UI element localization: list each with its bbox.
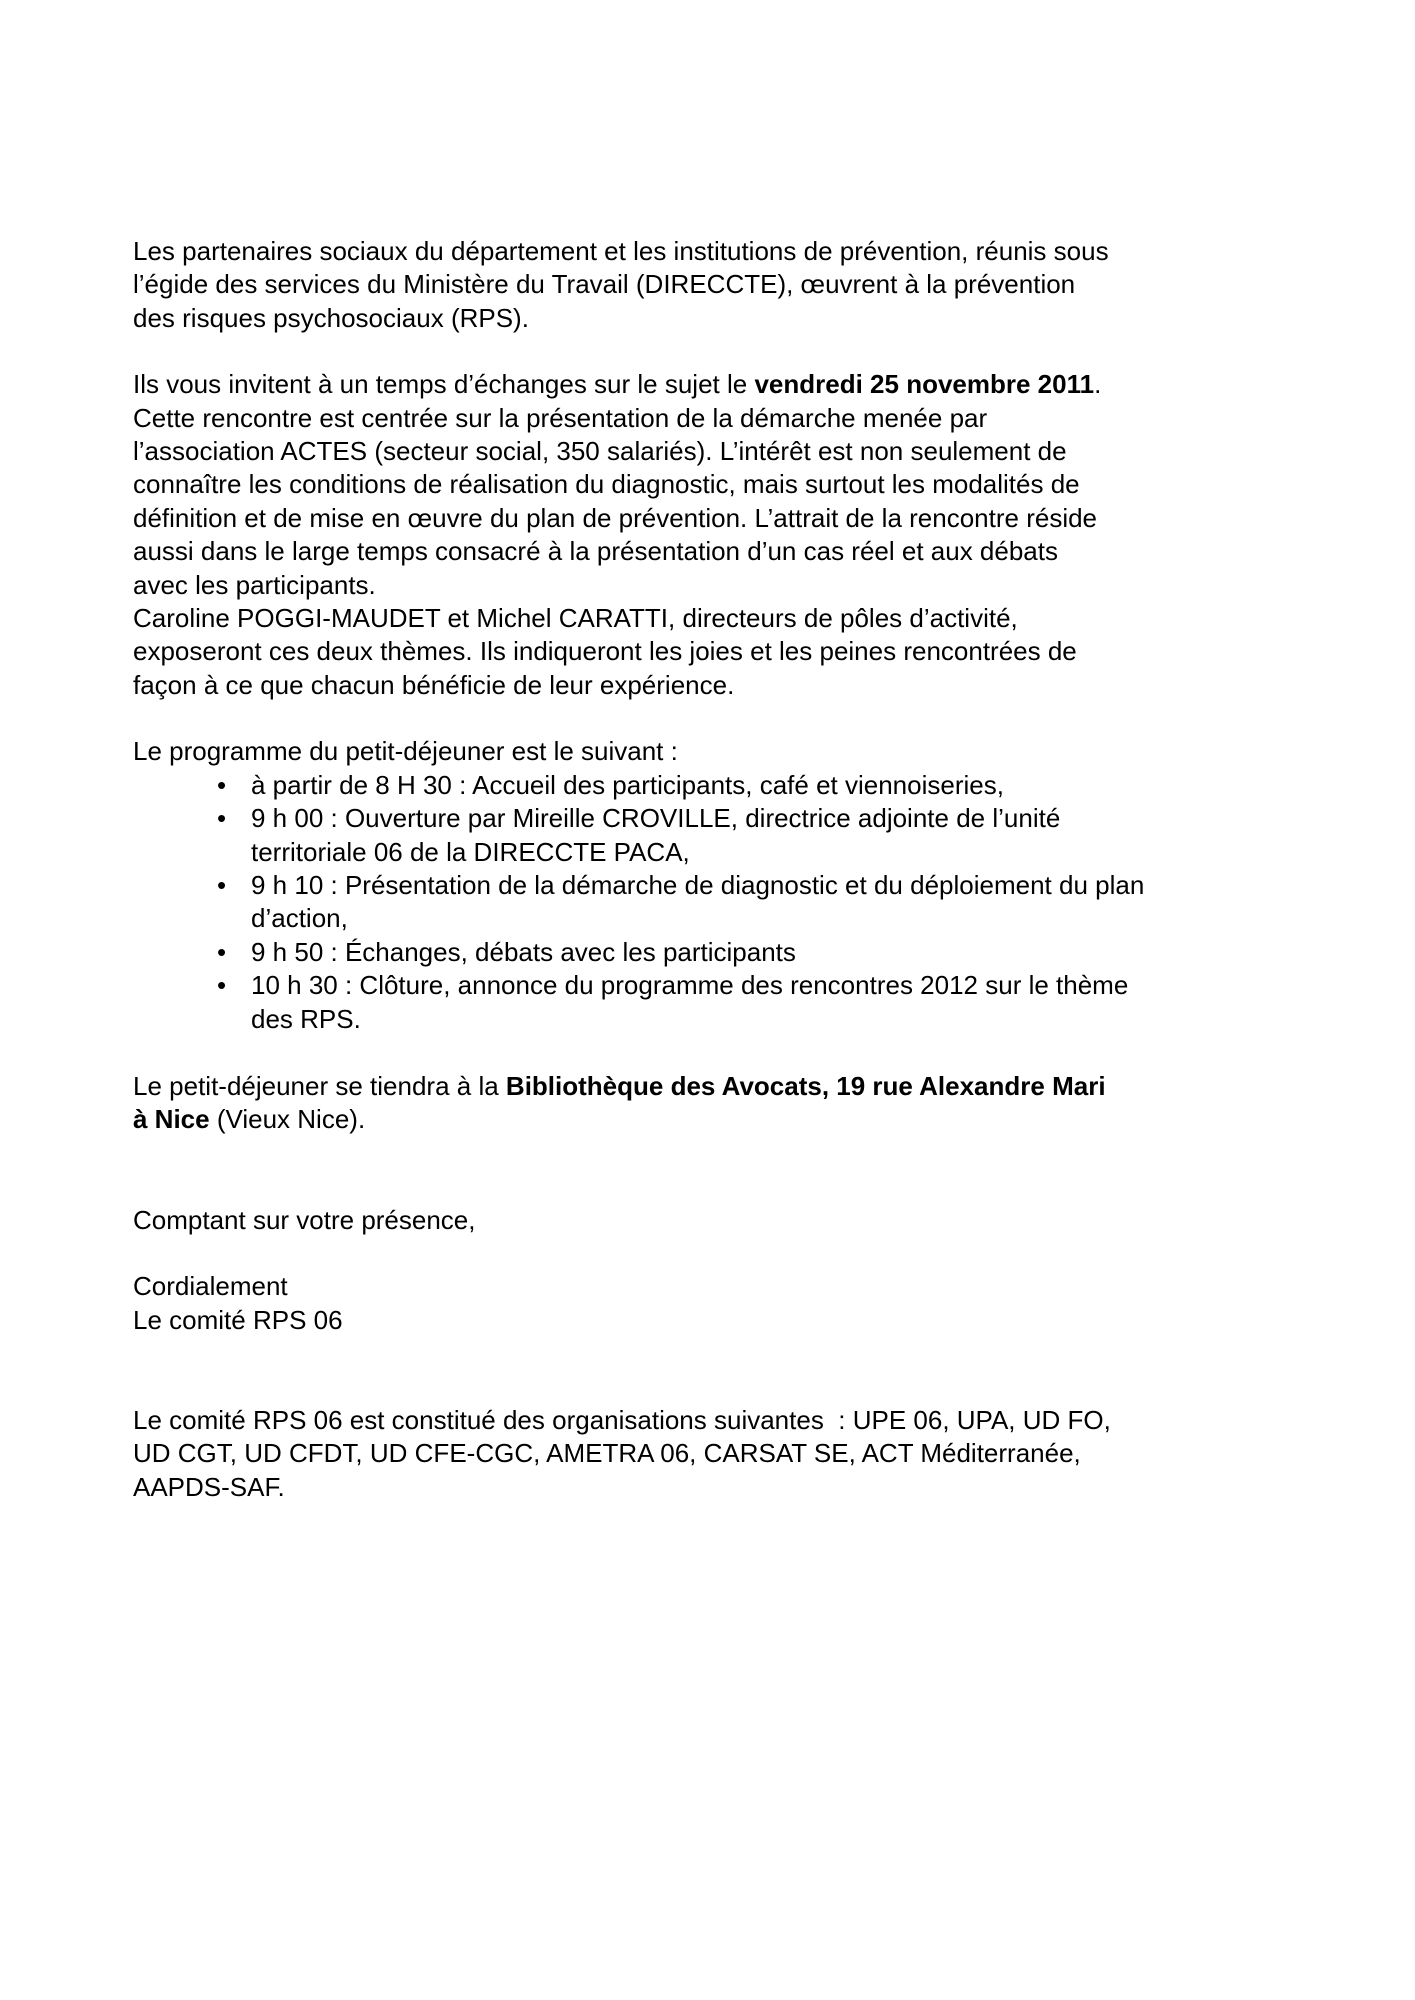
- text-line: Les partenaires sociaux du département et les institutions de prévention, réunis sous: [133, 236, 1109, 266]
- text-line: territoriale 06 de la DIRECCTE PACA,: [251, 836, 690, 867]
- list-item: [133, 802, 1323, 869]
- text-line: 9 h 10 : Présentation de la démarche de diagnostic et du déploiement du plan: [251, 869, 1145, 900]
- text-line: des risques psychosociaux (RPS).: [133, 302, 529, 333]
- text-line: avec les participants.: [133, 569, 376, 600]
- paragraph-venue: [133, 1070, 1323, 1137]
- text-line: AAPDS-SAF.: [133, 1471, 285, 1502]
- invitation-text: .: [1094, 369, 1102, 400]
- paragraph-invitation: [133, 368, 1323, 702]
- list-item: [133, 769, 1323, 802]
- paragraph-committee-members: [133, 1404, 1323, 1504]
- text-line: [133, 368, 1323, 401]
- text-line: 9 h 50 : Échanges, débats avec les participants: [251, 936, 796, 967]
- text-line: [133, 1070, 1323, 1103]
- list-item: [133, 969, 1323, 1036]
- text-line: à partir de 8 H 30 : Accueil des participants, café et viennoiseries,: [251, 769, 1004, 800]
- bullet-icon: •: [217, 769, 227, 800]
- list-item: [133, 869, 1323, 936]
- letter-body: [133, 235, 1323, 1504]
- text-line: l’égide des services du Ministère du Travail (DIRECCTE), œuvrent à la prévention: [133, 269, 1076, 300]
- programme-heading: Le programme du petit-déjeuner est le suivant :: [133, 736, 678, 767]
- text-line: exposeront ces deux thèmes. Ils indiqueront les joies et les peines rencontrées de: [133, 636, 1077, 667]
- paragraph-closing: [133, 1204, 1323, 1237]
- text-line: Caroline POGGI-MAUDET et Michel CARATTI, directeurs de pôles d’activité,: [133, 603, 1018, 634]
- event-date: vendredi 25 novembre 2011: [754, 369, 1095, 400]
- venue-text: Le petit-déjeuner se tiendra à la: [133, 1070, 506, 1101]
- text-line: Le comité RPS 06 est constitué des organisations suivantes : UPE 06, UPA, UD FO,: [133, 1404, 1111, 1435]
- text-line: [133, 1103, 1323, 1136]
- paragraph-programme: [133, 735, 1323, 1036]
- text-line: façon à ce que chacun bénéficie de leur expérience.: [133, 669, 735, 700]
- invitation-text: Ils vous invitent à un temps d’échanges sur le sujet le: [133, 369, 755, 400]
- venue-text: (Vieux Nice).: [209, 1104, 366, 1135]
- signature-committee: Le comité RPS 06: [133, 1304, 343, 1335]
- text-line: connaître les conditions de réalisation du diagnostic, mais surtout les modalités de: [133, 469, 1080, 500]
- bullet-icon: •: [217, 803, 227, 834]
- text-line: des RPS.: [251, 1003, 361, 1034]
- programme-list: [133, 769, 1323, 1036]
- paragraph-intro: [133, 235, 1323, 335]
- venue-name: Bibliothèque des Avocats, 19 rue Alexandre Mari: [505, 1070, 1106, 1101]
- text-line: Cordialement: [133, 1271, 288, 1302]
- text-line: UD CGT, UD CFDT, UD CFE-CGC, AMETRA 06, CARSAT SE, ACT Méditerranée,: [133, 1438, 1081, 1469]
- text-line: 10 h 30 : Clôture, annonce du programme des rencontres 2012 sur le thème: [251, 970, 1129, 1001]
- paragraph-signature: [133, 1270, 1323, 1337]
- text-line: aussi dans le large temps consacré à la présentation d’un cas réel et aux débats: [133, 536, 1058, 567]
- text-line: d’action,: [251, 903, 348, 934]
- text-line: Cette rencontre est centrée sur la présentation de la démarche menée par: [133, 402, 988, 433]
- text-line: définition et de mise en œuvre du plan de prévention. L’attrait de la rencontre réside: [133, 502, 1098, 533]
- bullet-icon: •: [217, 970, 227, 1001]
- venue-city: à Nice: [133, 1104, 210, 1135]
- bullet-icon: •: [217, 936, 227, 967]
- text-line: Comptant sur votre présence,: [133, 1204, 476, 1235]
- list-item: [133, 936, 1323, 969]
- bullet-icon: •: [217, 869, 227, 900]
- text-line: 9 h 00 : Ouverture par Mireille CROVILLE, directrice adjointe de l’unité: [251, 803, 1061, 834]
- text-line: l’association ACTES (secteur social, 350 salariés). L’intérêt est non seulement de: [133, 436, 1067, 467]
